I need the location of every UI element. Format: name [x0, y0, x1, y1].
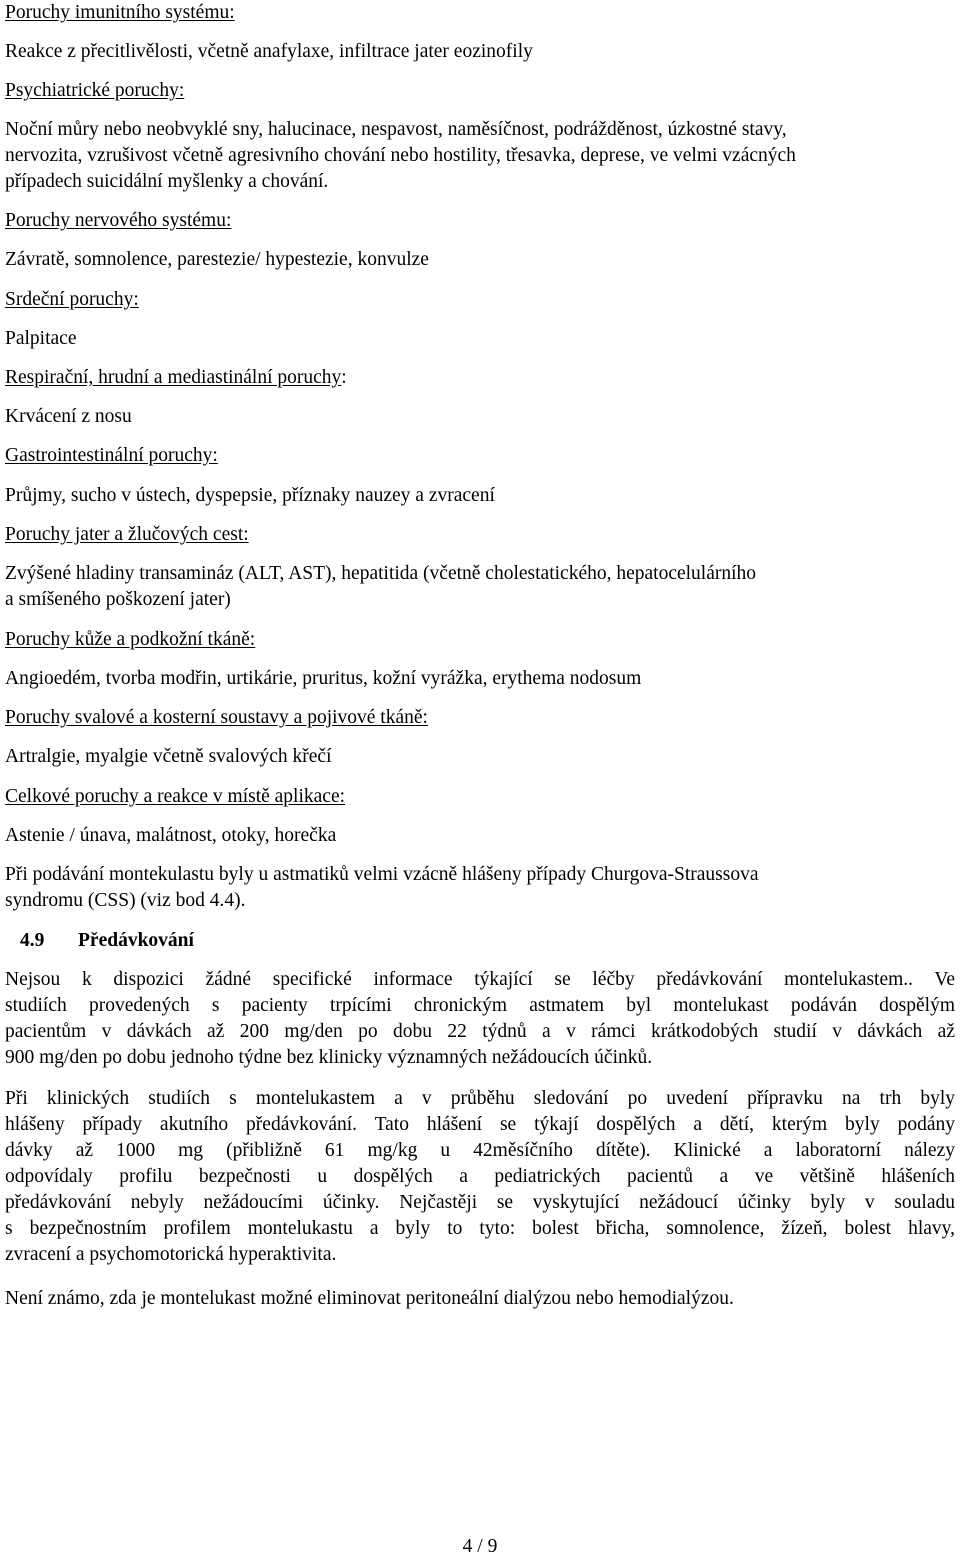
section-text-psychiatric-2: nervozita, vzrušivost včetně agresivního chování nebo hostility, třesavka, deprese, ve velmi vzácných: [5, 145, 796, 166]
para1-line-3: pacientům v dávkách až 200 mg/den po dobu 22 týdnů a v rámci krátkodobých studií v dávkách až: [5, 1021, 955, 1042]
section-text-psychiatric-3: případech suicidální myšlenky a chování.: [5, 171, 329, 192]
section-text-cardiac: Palpitace: [5, 328, 77, 349]
section-heading-nervous: Poruchy nervového systému:: [5, 210, 232, 231]
section-text-skin: Angioedém, tvorba modřin, urtikárie, pruritus, kožní vyrážka, erythema nodosum: [5, 668, 642, 689]
section-heading-respiratory-colon: :: [341, 367, 347, 388]
para1-line-1: Nejsou k dispozici žádné specifické informace týkající se léčby předávkování montelukastem.. Ve: [5, 969, 955, 990]
para2-line-7: zvracení a psychomotorická hyperaktivita.: [5, 1244, 337, 1265]
section-text-general: Astenie / únava, malátnost, otoky, horečka: [5, 825, 337, 846]
css-note-line-2: syndromu (CSS) (viz bod 4.4).: [5, 890, 246, 911]
section-text-psychiatric-1: Noční můry nebo neobvyklé sny, halucinace, nespavost, naměsíčnost, podrážděnost, úzkostné stavy,: [5, 119, 787, 140]
section-heading-cardiac: Srdeční poruchy:: [5, 289, 139, 310]
section-heading-skin: Poruchy kůže a podkožní tkáně:: [5, 629, 256, 650]
section-heading-respiratory-wrap: [5, 365, 347, 391]
section-text-immune: Reakce z přecitlivělosti, včetně anafylaxe, infiltrace jater eozinofily: [5, 41, 533, 62]
section-title: Předávkování: [78, 930, 194, 951]
section-text-hepatic-1: Zvýšené hladiny transamináz (ALT, AST), hepatitida (včetně cholestatického, hepatocelulárního: [5, 563, 757, 584]
section-text-musculoskeletal: Artralgie, myalgie včetně svalových křečí: [5, 746, 332, 767]
section-heading-hepatic: Poruchy jater a žlučových cest:: [5, 524, 249, 545]
section-heading-psychiatric: Psychiatrické poruchy:: [5, 80, 185, 101]
para3: Není známo, zda je montelukast možné eliminovat peritoneální dialýzou nebo hemodialýzou.: [5, 1288, 734, 1309]
section-heading-immune: Poruchy imunitního systému:: [5, 2, 235, 23]
page-number: 4 / 9: [462, 1536, 498, 1557]
section-heading-respiratory: Respirační, hrudní a mediastinální poruchy: [5, 367, 342, 388]
css-note-line-1: Při podávání montekulastu byly u astmatiků velmi vzácně hlášeny případy Churgova-Straussova: [5, 864, 759, 885]
para1-line-4: 900 mg/den po dobu jednoho týdne bez klinicky významných nežádoucích účinků.: [5, 1047, 653, 1068]
section-heading-overdose: [20, 928, 194, 954]
section-heading-musculoskeletal: Poruchy svalové a kosterní soustavy a pojivové tkáně:: [5, 707, 428, 728]
para2-line-1: Při klinických studiích s montelukastem a v průběhu sledování po uvedení přípravku na trh byly: [5, 1088, 955, 1109]
para2-line-4: odpovídaly profilu bezpečnosti u dospělých a pediatrických pacientů a ve většině hlášeních: [5, 1166, 955, 1187]
section-text-nervous: Závratě, somnolence, parestezie/ hypestezie, konvulze: [5, 249, 429, 270]
para2-line-2: hlášeny případy akutního předávkování. Tato hlášení se týkají dospělých a dětí, kterým byly podány: [5, 1114, 955, 1135]
section-text-hepatic-2: a smíšeného poškození jater): [5, 589, 231, 610]
section-heading-general: Celkové poruchy a reakce v místě aplikace:: [5, 786, 346, 807]
para2-line-6: s bezpečnostním profilem montelukastu a byly to tyto: bolest břicha, somnolence, žízeň, bolest hlavy,: [5, 1218, 955, 1239]
para2-line-3: dávky až 1000 mg (přibližně 61 mg/kg u 42měsíčního dítěte). Klinické a laboratorní nálezy: [5, 1140, 955, 1161]
para1-line-2: studiích provedených s pacienty trpícími chronickým astmatem byl montelukast podáván dospělým: [5, 995, 955, 1016]
section-heading-gastro: Gastrointestinální poruchy:: [5, 445, 218, 466]
section-number: 4.9: [20, 930, 45, 951]
section-text-respiratory: Krvácení z nosu: [5, 406, 132, 427]
para2-line-5: předávkování nebyly nežádoucími účinky. Nejčastěji se vyskytující nežádoucí účinky byly v souladu: [5, 1192, 955, 1213]
section-text-gastro: Průjmy, sucho v ústech, dyspepsie, příznaky nauzey a zvracení: [5, 485, 495, 506]
